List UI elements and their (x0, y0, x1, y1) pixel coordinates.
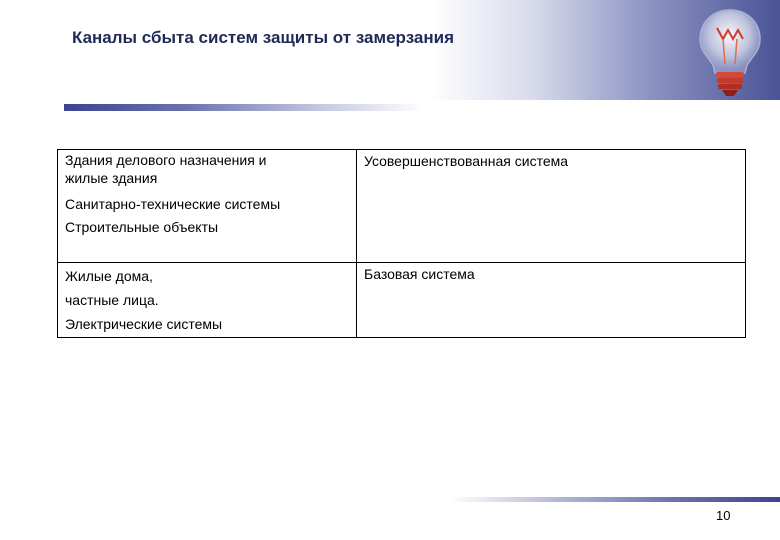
system-cell: Усовершенствованная система (357, 150, 746, 263)
lightbulb-icon (690, 6, 770, 98)
table-row (58, 263, 746, 338)
table-row (58, 150, 746, 263)
system-cell: Базовая система (357, 263, 746, 338)
header-band (0, 0, 780, 100)
channel-line: Электрические системы (65, 316, 223, 332)
page-number: 10 (716, 508, 731, 523)
channel-line: Строительные объекты (65, 219, 219, 235)
channel-cell (58, 150, 357, 263)
channel-line: жилые здания (65, 170, 158, 186)
channel-line: Здания делового назначения и (65, 152, 267, 168)
channel-line: частные лица. (65, 292, 159, 308)
channels-table (57, 149, 746, 338)
footer-rule (450, 497, 780, 502)
channel-line: Санитарно-технические системы (65, 196, 281, 212)
title-underline (64, 104, 424, 111)
channel-line: Жилые дома, (65, 268, 153, 284)
slide-title: Каналы сбыта систем защиты от замерзания (72, 28, 455, 47)
channel-cell (58, 263, 357, 338)
